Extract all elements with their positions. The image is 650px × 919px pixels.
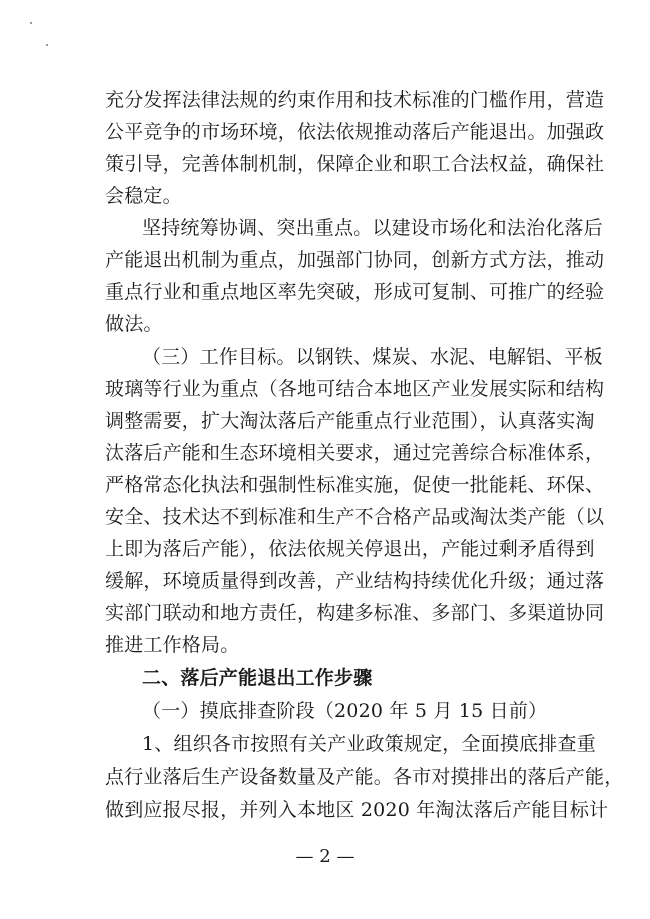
text-line: 做到应报尽报，并列入本地区 2020 年淘汰落后产能目标计 <box>105 799 609 821</box>
text-line: 推进工作格局。 <box>105 634 240 656</box>
text-line: 重点行业和重点地区率先突破，形成可复制、可推广的经验 <box>105 281 605 303</box>
text-line: 公平竞争的市场环境，依法依规推动落后产能退出。加强政 <box>105 121 605 143</box>
text-line: 严格常态化执法和强制性标准实施，促使一批能耗、环保、 <box>105 474 605 496</box>
text-line: 充分发挥法律法规的约束作用和技术标准的门槛作用，营造 <box>105 89 605 111</box>
text-line: 坚持统筹协调、突出重点。以建设市场化和法治化落后 <box>142 217 603 239</box>
text-line: 玻璃等行业为重点（各地可结合本地区产业发展实际和结构 <box>105 378 605 400</box>
text-line: （三）工作目标。以钢铁、煤炭、水泥、电解铝、平板 <box>142 346 603 368</box>
text-line: 产能退出机制为重点，加强部门协同，创新方式方法，推动 <box>105 249 605 271</box>
text-line: 调整需要，扩大淘汰落后产能重点行业范围），认真落实淘 <box>105 410 595 432</box>
subsection-heading: （一）摸底排查阶段（2020 年 5 月 15 日前） <box>142 700 548 722</box>
text-line: 1、组织各市按照有关产业政策规定，全面摸底排查重 <box>142 733 596 755</box>
text-line: 会稳定。 <box>105 185 182 207</box>
text-line: 点行业落后生产设备数量及产能。各市对摸排出的落后产能， <box>105 766 624 788</box>
section-heading: 二、落后产能退出工作步骤 <box>142 667 373 689</box>
text-line: 汰落后产能和生态环境相关要求，通过完善综合标准体系， <box>105 442 605 464</box>
text-line: 安全、技术达不到标准和生产不合格产品或淘汰类产能（以 <box>105 506 605 528</box>
text-line: 缓解，环境质量得到改善，产业结构持续优化升级；通过落 <box>105 570 605 592</box>
text-line: 策引导，完善体制机制，保障企业和职工合法权益，确保社 <box>105 153 605 175</box>
scan-speck <box>46 44 48 46</box>
text-line: 做法。 <box>105 313 163 335</box>
scan-speck <box>30 22 32 24</box>
text-line: 上即为落后产能），依法依规关停退出，产能过剩矛盾得到 <box>105 538 595 560</box>
page-number: — 2 — <box>295 846 355 867</box>
text-line: 实部门联动和地方责任，构建多标准、多部门、多渠道协同 <box>105 602 605 624</box>
